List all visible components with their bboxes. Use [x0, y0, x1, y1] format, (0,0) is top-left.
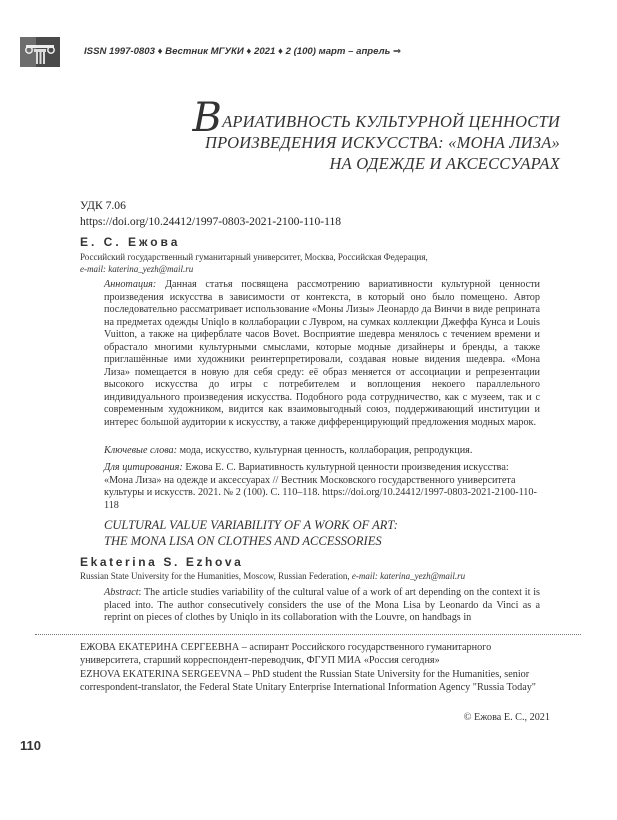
citation-text: Ежова Е. С. Вариативность культурной ценности произведения искусства: «Мона Лиза» на одежде и аксессуарах // Вестник Московского государственного университета культуры и искусств. 2021. № 2 (100). С. 110–118. https://doi.org/10.24412/1997-0803-2021-2100-110-118 [104, 462, 537, 511]
footnote-divider [35, 634, 581, 635]
author-email-en[interactable]: e-mail: katerina_yezh@mail.ru [351, 571, 466, 581]
article-title-en [104, 517, 398, 549]
abstract-label: Аннотация: [104, 279, 157, 290]
affiliation-text: Российский государственный гуманитарный университет, Москва, Российская Федерация, [80, 252, 428, 262]
page-number: 110 [20, 738, 41, 753]
page-header [20, 37, 597, 67]
article-meta [80, 198, 341, 230]
title-en-line-1: CULTURAL VALUE VARIABILITY OF A WORK OF ART: [104, 518, 398, 532]
author-email-ru[interactable]: e-mail: katerina_yezh@mail.ru [80, 263, 194, 274]
abstract-en [104, 587, 540, 625]
author-bio-en: EZHOVA EKATERINA SERGEEVNA – PhD student the Russian State University for the Humanities, senior correspondent-translator, the Federal State Unitary Enterprise International Information Agency "Russia Today" [80, 669, 536, 693]
affiliation-en-text: Russian State University for the Humanities, Moscow, Russian Federation, [80, 571, 352, 581]
title-line-2: ПРОИЗВЕДЕНИЯ ИСКУССТВА: «МОНА ЛИЗА» [204, 133, 560, 152]
abstract-en-label: Abstract [104, 587, 139, 598]
author-bio-ru: ЕЖОВА ЕКАТЕРИНА СЕРГЕЕВНА – аспирант Российского государственного гуманитарного университета, старший корреспондент-переводчик, ФГУП МИА «Россия сегодня» [80, 642, 492, 666]
udc-code: УДК 7.06 [80, 199, 126, 212]
keywords-text: мода, искусство, культурная ценность, коллаборация, репродукция. [177, 445, 473, 456]
running-header: ISSN 1997-0803 ♦ Вестник МГУКИ ♦ 2021 ♦ 2 (100) март – апрель ⇒ [84, 46, 401, 57]
title-line-1 [150, 95, 560, 141]
keywords-label: Ключевые слова: [104, 445, 178, 456]
column-capital-logo-icon [20, 37, 60, 67]
article-title [150, 95, 560, 174]
author-affiliation-en [80, 571, 465, 581]
copyright-notice: © Ежова Е. С., 2021 [463, 712, 550, 723]
title-line-3: НА ОДЕЖДЕ И АКСЕССУАРАХ [329, 154, 560, 173]
citation-label: Для цитирования: [104, 462, 183, 473]
author-name-ru: Е. С. Ежова [80, 235, 181, 249]
title-initial: В [192, 95, 223, 141]
title-line-1-text: АРИАТИВНОСТЬ КУЛЬТУРНОЙ ЦЕННОСТИ [222, 112, 560, 131]
author-name-en: Ekaterina S. Ezhova [80, 555, 244, 569]
abstract-en-text: : The article studies variability of the cultural value of a work of art depending on the context it is placed into. The author consecutively considers the use of the Mona Lisa by Leonardo da Vinci as a reprint on pieces of clothes by Uniqlo in its collaboration with the Louvre, on handbags in [104, 587, 540, 623]
keywords-ru [104, 445, 540, 456]
abstract-text: Данная статья посвящена рассмотрению вариативности культурной ценности произведения искусства в зависимости от контекста, в который оно было помещено. Автор последовательно рассматривает использование «Моны Лизы» Леонардо да Винчи в виде реприната на предметах одежды Uniqlo в коллаборации с Лувром, на сумках коллекции Джеффа Кунса и Louis Vuitton, а также на циферблате часов Bovet. Восприятие шедевра менялось с течением времени и обрастало многими культурными смыслами, которые модные дизайнеры и бренды, а также приглашённые ими художники реинтерпретировали, создавая новые видения шедевра. «Мона Лиза» помещается в новую для себя среду: её образ меняется от ассоциации и репрезентации высокого искусства до игры с потребителем и воплощения некоего параллельного индивидуального произведения искусства. Подобного рода сотрудничество, как с музеем, так и с современным художником, видится как взаимовыгодный союз, поддерживающий институции и интерес большой аудитории к искусству, а также дифференцирующий предложения модных марок. [104, 279, 540, 429]
author-affiliation-ru [80, 252, 550, 275]
doi-link[interactable]: https://doi.org/10.24412/1997-0803-2021-2100-110-118 [80, 215, 342, 228]
title-en-line-2: THE MONA LISA ON CLOTHES AND ACCESSORIES [104, 534, 382, 548]
citation-ru [104, 462, 540, 512]
abstract-ru [104, 279, 540, 430]
